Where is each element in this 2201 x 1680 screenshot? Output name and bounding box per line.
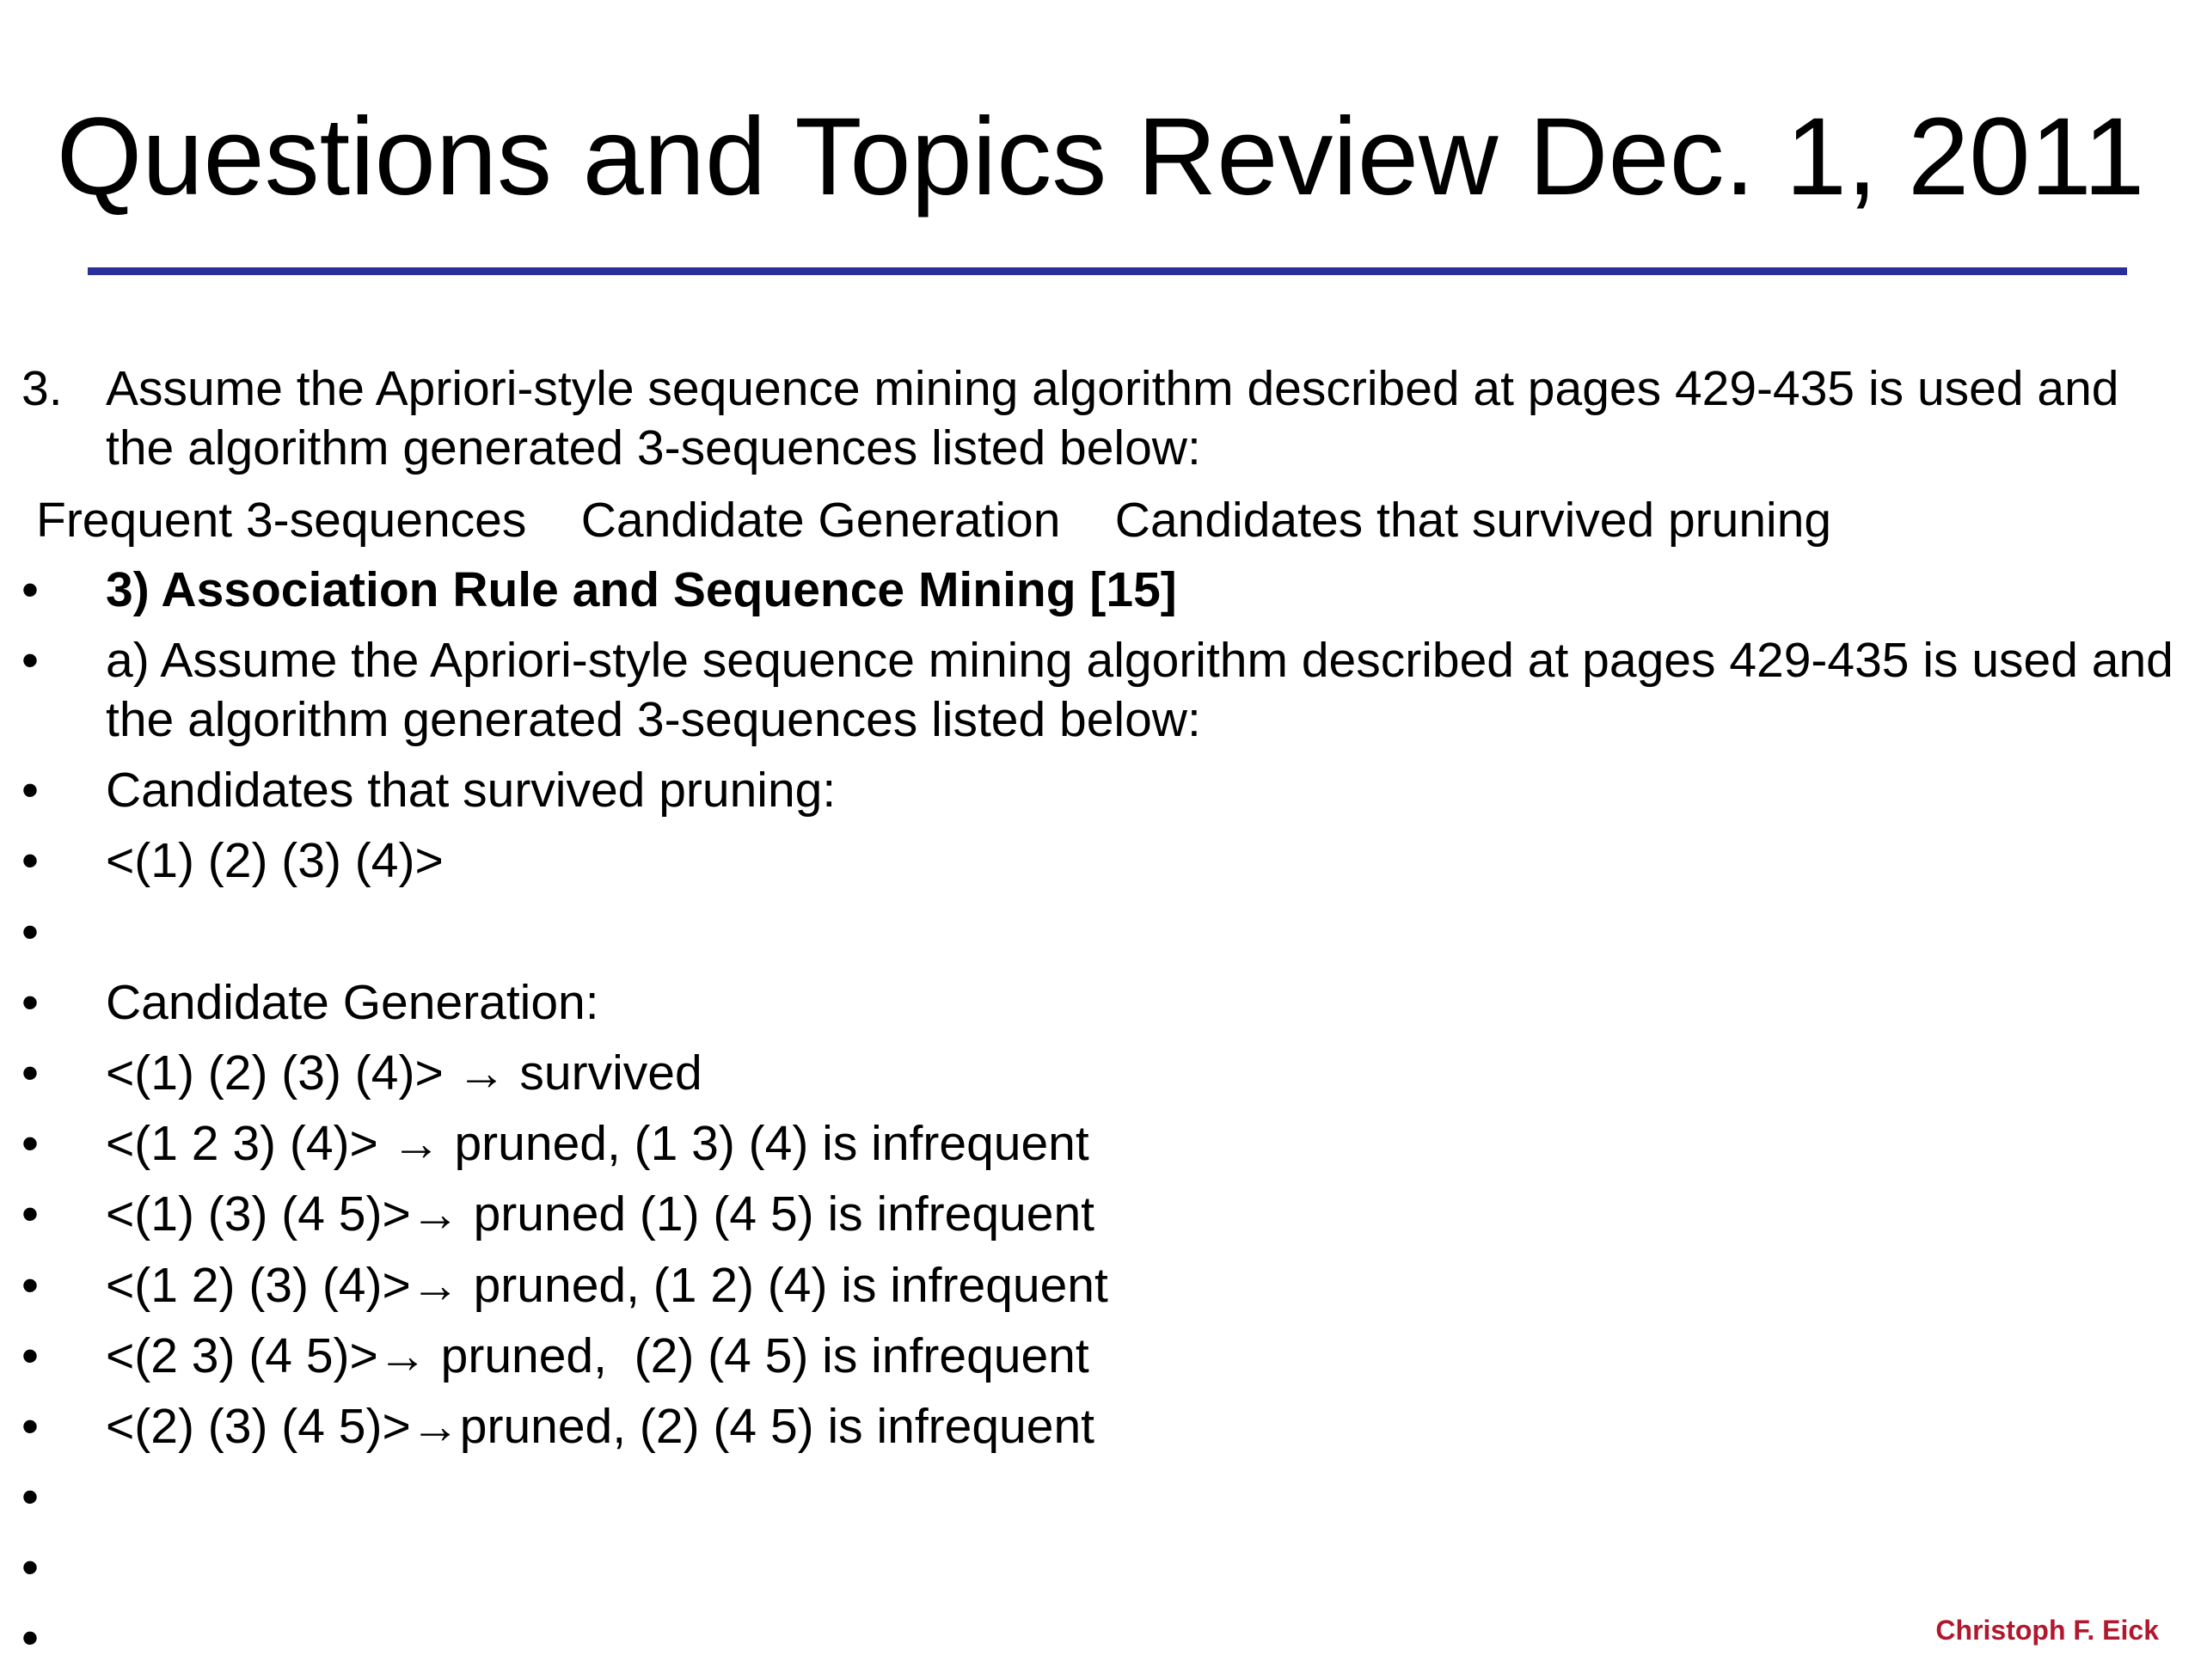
bullet-icon: •: [21, 1116, 39, 1172]
list-item: [21, 1609, 2188, 1679]
bullet-icon: •: [21, 1398, 39, 1454]
bullet-text-line-1: a) Assume the Apriori-style sequence mining algorithm described at pages 429-435 is used and: [106, 633, 2173, 689]
bullet-icon: •: [21, 904, 39, 960]
bullet-text: <(2) (3) (4 5)>→pruned, (2) (4 5) is infrequent: [106, 1398, 1094, 1454]
author-footer: Christoph F. Eick: [1935, 1615, 2159, 1646]
bullet-text: <(2 3) (4 5)>→ pruned, (2) (4 5) is infrequent: [106, 1327, 1089, 1383]
list-item: [21, 903, 2188, 973]
list-item: [21, 1256, 2188, 1327]
bullet-icon: •: [21, 833, 39, 889]
bullet-text: <(1 2 3) (4)> → pruned, (1 3) (4) is infrequent: [106, 1116, 1089, 1172]
list-item: [21, 1114, 2188, 1185]
bullet-text: <(1 2) (3) (4)>→ pruned, (1 2) (4) is infrequent: [106, 1257, 1108, 1313]
bullet-icon: •: [21, 1045, 39, 1101]
section-heading: 3) Association Rule and Sequence Mining [15]: [106, 562, 1177, 617]
slide-title: Questions and Topics Review Dec. 1, 2011: [56, 95, 2145, 218]
column-headers-line: Frequent 3-sequences Candidate Generation Candidates that survived pruning: [36, 493, 1832, 548]
bullet-icon: •: [21, 633, 39, 689]
bullet-icon: •: [21, 974, 39, 1030]
bullet-text: [106, 631, 2173, 750]
list-number: 3.: [21, 361, 63, 416]
list-item: [21, 1185, 2188, 1255]
list-item: [21, 1468, 2188, 1538]
bullet-icon: •: [21, 1327, 39, 1383]
bullet-icon: •: [21, 1186, 39, 1242]
bullet-icon: •: [21, 1257, 39, 1313]
question-line-2: the algorithm generated 3-sequences listed below:: [106, 420, 1201, 475]
bullet-icon: •: [21, 1610, 39, 1666]
bullet-text-line-2: the algorithm generated 3-sequences listed below:: [106, 692, 1201, 748]
bullet-icon: •: [21, 562, 39, 617]
bullet-text: <(1) (2) (3) (4)>: [106, 833, 444, 889]
question-line-1: Assume the Apriori-style sequence mining algorithm described at pages 429-435 is used and: [106, 361, 2119, 416]
list-item: [21, 973, 2188, 1044]
bullet-text: <(1) (2) (3) (4)> → survived: [106, 1045, 702, 1101]
bullet-text: Candidates that survived pruning:: [106, 763, 837, 819]
title-divider: [88, 267, 2127, 275]
bullet-list: [21, 561, 2188, 1680]
list-item: [21, 1538, 2188, 1609]
list-item: [21, 561, 2188, 631]
bullet-icon: •: [21, 1469, 39, 1525]
list-item: [21, 1044, 2188, 1114]
bullet-icon: •: [21, 763, 39, 819]
bullet-icon: •: [21, 1540, 39, 1596]
list-item: [21, 631, 2188, 761]
list-item: [21, 1397, 2188, 1468]
bullet-text: Candidate Generation:: [106, 974, 599, 1030]
bullet-text: <(1) (3) (4 5)>→ pruned (1) (4 5) is infrequent: [106, 1186, 1094, 1242]
list-item: [21, 831, 2188, 902]
list-item: [21, 1327, 2188, 1397]
list-item: [21, 761, 2188, 831]
